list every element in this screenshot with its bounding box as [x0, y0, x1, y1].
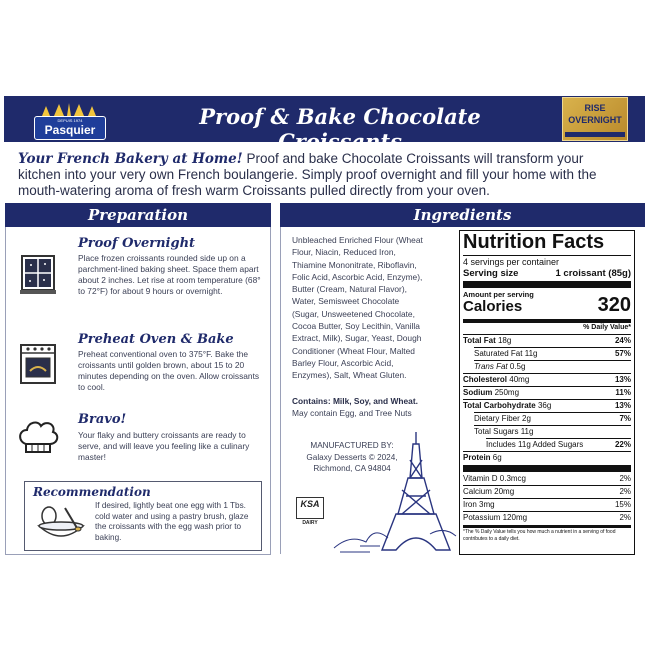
mfg-line: Richmond, CA 94804	[313, 464, 391, 473]
ingredient-line: Flour, Niacin, Reduced Iron,	[292, 247, 396, 258]
nutrient-dv: 22%	[614, 440, 631, 449]
step-title-bravo: Bravo!	[78, 412, 127, 427]
oven-icon	[18, 343, 58, 385]
contains-statement: Contains: Milk, Soy, and Wheat.	[292, 396, 418, 406]
nutrient-dv: 7%	[619, 414, 631, 423]
medium-divider	[463, 525, 631, 528]
vitamin-dv: 2%	[619, 513, 631, 522]
vitamin-row	[463, 487, 514, 496]
brand-name: Pasquier	[44, 123, 96, 137]
nutrition-facts-panel	[459, 230, 635, 555]
medium-divider	[463, 319, 631, 323]
daily-value-header: % Daily Value*	[583, 324, 631, 331]
egg-bowl-icon	[31, 502, 91, 546]
intro-text: Proof and bake Chocolate Croissants will transform your kitchen into your very own French boulangerie. Simply proof overnight and fill your home with the mouth-watering aroma of fresh warm Croissants pulled directly from your oven.	[18, 151, 597, 198]
vitamin-row	[463, 500, 495, 509]
nutrient-row	[463, 388, 519, 397]
ingredient-line: Barley Flour, Ascorbic Acid,	[292, 357, 394, 368]
pasquier-logo	[30, 103, 108, 141]
nutrient-label: Sodium	[463, 388, 493, 397]
nutrient-amount: 11g	[520, 427, 534, 436]
amount-per-serving: Amount per serving	[463, 290, 534, 299]
divider	[463, 485, 631, 486]
page-title: Proof & Bake Chocolate Croissants	[199, 104, 481, 154]
nutrient-row	[463, 336, 511, 345]
thick-divider	[463, 281, 631, 288]
nutrient-row	[474, 362, 525, 371]
crown-icon	[38, 103, 100, 117]
nutrient-row	[463, 401, 551, 410]
ingredient-line: Extract, Milk), Sugar, Yeast, Dough	[292, 333, 422, 344]
vitamin-amount: 0.3mcg	[499, 474, 526, 483]
badge-line1: RISE	[584, 103, 606, 113]
rise-overnight-badge	[562, 97, 628, 141]
mfg-line: Galaxy Desserts © 2024,	[306, 452, 398, 462]
vitamin-label: Vitamin D	[463, 474, 498, 483]
divider	[463, 255, 631, 256]
ingredient-line: Cocoa Butter, Soy Lecithin, Vanilla	[292, 321, 420, 332]
ingredient-line: Thiamine Mononitrate, Riboflavin,	[292, 259, 417, 270]
thick-divider	[463, 465, 631, 472]
badge-ribbon	[565, 132, 625, 137]
vitamin-row	[463, 513, 527, 522]
ingredient-line: Unbleached Enriched Flour (Wheat	[292, 235, 423, 245]
vitamin-amount: 3mg	[479, 500, 495, 509]
vitamin-dv: 2%	[619, 474, 631, 483]
ingredient-line: Folic Acid, Ascorbic Acid, Enzyme),	[292, 271, 423, 282]
vitamin-dv: 15%	[614, 500, 631, 509]
nutrition-title: Nutrition Facts	[463, 231, 605, 253]
ingredient-line: Conditioner (Wheat Flour, Malted	[292, 345, 415, 356]
ingredient-line: (Sugar, Unsweetened Chocolate,	[292, 308, 415, 319]
divider	[474, 347, 631, 348]
nutrient-row	[463, 453, 502, 462]
divider	[463, 451, 631, 452]
nutrient-label: Trans Fat	[474, 362, 508, 371]
ingredient-line: Butter (Cream, Natural Flavor),	[292, 284, 407, 295]
nutrient-dv: 13%	[614, 375, 631, 384]
divider	[463, 334, 631, 335]
nutrient-dv: 13%	[614, 401, 631, 410]
nutrient-label: Total Sugars	[474, 427, 519, 436]
step-title-proof: Proof Overnight	[78, 236, 196, 251]
calories-value: 320	[597, 294, 631, 316]
nutrient-amount: 18g	[497, 336, 512, 345]
step-text-bake: Preheat conventional oven to 375°F. Bake the croissants until golden brown, about 15 to 20 minutes depending on the oven. Allow croissants to cool.	[78, 349, 260, 392]
nutrient-amount: 40mg	[509, 375, 530, 384]
intro-paragraph	[18, 151, 628, 199]
ingredients-list	[292, 234, 452, 382]
step-text-bravo: Your flaky and buttery croissants are ready to serve, and will leave you feeling like a culinary master!	[78, 430, 250, 462]
ingredients-heading: Ingredients	[280, 203, 645, 227]
ingredient-line: Enzymes), Salt, Wheat Gluten.	[292, 370, 407, 381]
nutrient-amount: 0.5g	[509, 362, 526, 371]
vitamin-amount: 20mg	[494, 487, 515, 496]
serving-size-value: 1 croissant (85g)	[555, 268, 631, 279]
vitamin-row	[463, 474, 526, 483]
nutrient-row	[474, 414, 531, 423]
kosher-symbol: KSA	[300, 499, 320, 509]
nutrient-row	[486, 440, 583, 449]
nutrient-label: Includes 11g Added Sugars	[486, 440, 584, 449]
nutrient-label: Total Fat	[463, 336, 496, 345]
nutrient-row	[463, 375, 529, 384]
may-contain-statement: May contain Egg, and Tree Nuts	[292, 408, 412, 419]
nutrient-amount: 11g	[524, 349, 538, 358]
nutrient-dv: 11%	[615, 388, 631, 397]
kosher-mark	[296, 497, 324, 526]
divider	[463, 373, 631, 374]
brand-since: DEPUIS 1974	[57, 118, 83, 123]
nutrient-label: Saturated Fat	[474, 349, 523, 358]
eiffel-tower-icon	[330, 430, 460, 554]
vitamin-amount: 120mg	[502, 513, 528, 522]
nutrient-row	[474, 349, 537, 358]
nutrition-footnote: *The % Daily Value tells you how much a nutrient in a serving of food contributes to a daily diet.	[463, 529, 616, 542]
step-text-proof: Place frozen croissants rounded side up on a parchment-lined baking sheet. Space them apart about 2 inches. Let rise at room temperature (68° to 72°F) for about 9 hours or overnight.	[78, 253, 261, 296]
nutrient-row	[474, 427, 533, 436]
ingredient-line: Water, Semisweet Chocolate	[292, 296, 400, 307]
vitamin-dv: 2%	[619, 487, 631, 496]
nutrient-amount: 6g	[492, 453, 502, 462]
serving-size-label: Serving size	[463, 268, 519, 279]
divider	[463, 386, 631, 387]
chef-hat-icon	[16, 418, 60, 458]
nutrient-amount: 36g	[537, 401, 552, 410]
preparation-heading: Preparation	[5, 203, 271, 227]
nutrient-dv: 24%	[614, 336, 631, 345]
nutrient-label: Dietary Fiber	[474, 414, 520, 423]
divider	[463, 399, 631, 400]
nutrient-dv: 57%	[614, 349, 631, 358]
recommendation-title: Recommendation	[33, 485, 151, 499]
mfg-line: MANUFACTURED BY:	[310, 441, 394, 450]
vitamin-label: Potassium	[463, 513, 501, 522]
allergen-info	[292, 395, 462, 420]
step-title-bake: Preheat Oven & Bake	[78, 332, 234, 347]
divider	[474, 360, 631, 361]
intro-lead: Your French Bakery at Home!	[18, 151, 243, 167]
kosher-dairy-label: DAIRY	[302, 520, 318, 526]
nutrient-label: Cholesterol	[463, 375, 508, 384]
divider	[474, 425, 631, 426]
vitamin-label: Iron	[463, 500, 477, 509]
calories-label: Calories	[463, 298, 523, 315]
night-window-icon	[18, 252, 58, 296]
divider	[486, 438, 631, 439]
recommendation-text: If desired, lightly beat one egg with 1 Tbs. cold water and using a pastry brush, glaze the croissants with the egg wash prior to baking.	[95, 501, 249, 542]
nutrient-amount: 250mg	[494, 388, 520, 397]
servings-per-container: 4 servings per container	[463, 257, 560, 267]
nutrient-label: Total Carbohydrate	[463, 401, 536, 410]
divider	[474, 412, 631, 413]
badge-line2: OVERNIGHT	[568, 115, 622, 125]
divider	[463, 498, 631, 499]
recommendation-box	[24, 481, 262, 551]
divider	[463, 511, 631, 512]
nutrient-amount: 2g	[522, 414, 531, 423]
nutrient-label: Protein	[463, 453, 491, 462]
vitamin-label: Calcium	[463, 487, 492, 496]
